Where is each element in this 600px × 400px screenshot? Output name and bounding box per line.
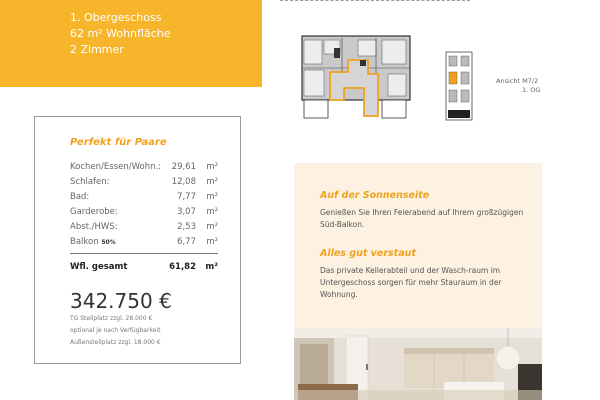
area-row-unit: m² (206, 222, 218, 232)
area-row-value: 2,53 (177, 222, 196, 232)
balcony-share: 50% (101, 239, 116, 246)
area-row-label: Garderobe: (70, 207, 118, 217)
total-value: 61,82 (169, 262, 196, 272)
area-row-label: Schlafen: (70, 177, 110, 187)
price: 342.750 € (70, 289, 172, 313)
area-row-unit: m² (206, 207, 218, 217)
area-row-value: 12,08 (171, 177, 196, 187)
area-row-unit: m² (206, 162, 218, 172)
area-row-label: Balkon (70, 237, 99, 247)
parking-note: Außenstellplatz zzgl. 18.000 € (70, 339, 161, 346)
area-row-value: 3,07 (177, 207, 196, 217)
parking-note: optional je nach Verfügbarkeit (70, 327, 161, 334)
features-panel (294, 163, 542, 328)
floor-label: 1. Obergeschoss (70, 11, 162, 24)
area-row-label: Kochen/Essen/Wohn.: (70, 162, 162, 172)
area-row-label: Abst./HWS: (70, 222, 118, 232)
feature-text-sun: Genießen Sie Ihren Feierabend auf Ihrem großzügigen Süd-Balkon. (320, 208, 524, 229)
feature-title-storage: Alles gut verstaut (320, 248, 416, 259)
area-row-living (70, 162, 218, 176)
area-row-wardrobe (70, 207, 218, 221)
plan-caption-line2: 1. OG (522, 86, 541, 94)
area-row-bedroom (70, 177, 218, 191)
total-label: Wfl. gesamt (70, 262, 128, 272)
area-label: 62 m² Wohnfläche (70, 27, 171, 40)
area-breakdown-box (34, 116, 241, 364)
apartment-summary-panel (0, 0, 262, 87)
plan-caption (496, 77, 556, 95)
area-row-unit: m² (206, 177, 218, 187)
area-row-balcony (70, 237, 218, 251)
feature-text-storage: Das private Kellerabteil und der Wasch-raum im Untergeschoss sorgen für mehr Stauraum in der Wohnung. (320, 266, 502, 299)
feature-title-sun: Auf der Sonnenseite (320, 190, 430, 201)
area-row-unit: m² (206, 192, 218, 202)
rooms-label: 2 Zimmer (70, 43, 124, 56)
total-separator (70, 253, 218, 254)
parking-note: TG Stellplatz zzgl. 28.000 € (70, 315, 153, 322)
area-row-label: Bad: (70, 192, 90, 202)
box-title: Perfekt für Paare (70, 137, 167, 148)
floor-plan-drawing (298, 30, 478, 130)
area-row-bath (70, 192, 218, 206)
total-unit: m² (205, 262, 218, 272)
interior-photo (294, 328, 542, 400)
area-row-total (70, 262, 218, 276)
area-row-unit: m² (206, 237, 218, 247)
area-row-storage (70, 222, 218, 236)
area-row-value: 7,77 (177, 192, 196, 202)
plan-caption-line1: Ansicht M7/2 (496, 77, 539, 85)
area-row-value: 29,61 (171, 162, 196, 172)
area-row-value: 6,77 (177, 237, 196, 247)
divider (280, 0, 470, 3)
